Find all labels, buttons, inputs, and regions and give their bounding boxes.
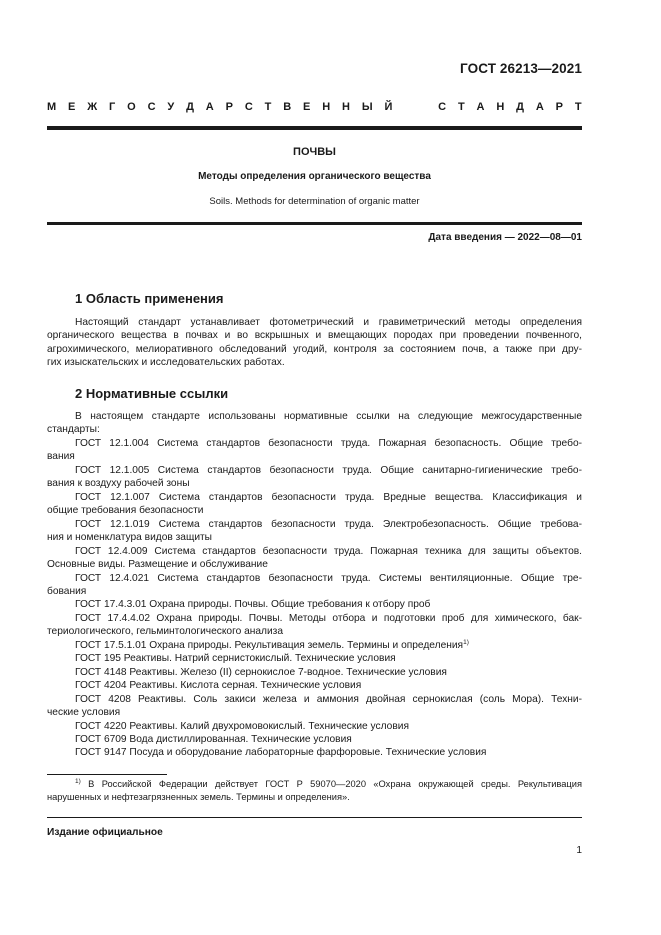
- banner-letter: Т: [264, 101, 272, 113]
- reference-item: [47, 720, 582, 733]
- reference-continuation: общие требования безопасности: [47, 505, 204, 517]
- paragraph-line: агрохимического, мелиоративного обследований угодий, контроля за состоянием почв, а также при дру-: [47, 343, 582, 355]
- banner-letter: Е: [303, 101, 311, 113]
- reference-text: ГОСТ 12.1.007 Система стандартов безопасности труда. Вредные вещества. Классификация и: [75, 491, 582, 503]
- reference-text: ГОСТ 12.4.009 Система стандартов безопасности труда. Пожарная техника для защиты объектов.: [75, 545, 582, 557]
- reference-item: [47, 572, 582, 599]
- footnote-marker: 1): [75, 778, 81, 785]
- reference-text: ГОСТ 12.1.004 Система стандартов безопасности труда. Пожарная безопасность. Общие требо-: [75, 438, 582, 449]
- top-thick-rule: [47, 126, 582, 130]
- reference-text: ГОСТ 6709 Вода дистиллированная. Технические условия: [75, 733, 352, 745]
- footnote-line-2: нарушенных и нефтезагрязненных земель. Термины и определения».: [47, 792, 350, 802]
- banner-letter: Н: [342, 101, 350, 113]
- reference-continuation: териологического, гельминтологического анализа: [47, 626, 284, 638]
- footnote: [47, 778, 582, 804]
- reference-continuation: ческие условия: [47, 707, 121, 719]
- introduction-date: Дата введения — 2022—08—01: [428, 232, 582, 243]
- banner-letter: Р: [225, 101, 233, 113]
- footnote-rule: [47, 774, 167, 775]
- paragraph-line: В настоящем стандарте использованы нормативные ссылки на следующие межгосударственные: [75, 411, 582, 422]
- reference-continuation: бования: [47, 585, 87, 597]
- banner-letter: Ж: [87, 101, 98, 113]
- normative-references-list: [47, 437, 582, 760]
- reference-text: ГОСТ 12.1.005 Система стандартов безопасности труда. Общие санитарно-гигиенические требо-: [75, 464, 582, 476]
- title-bottom-rule: [47, 222, 582, 225]
- paragraph-line: гих изыскательских и исследовательских работах.: [47, 357, 285, 369]
- banner-letter: Н: [496, 101, 505, 113]
- section-2-intro: [47, 410, 582, 437]
- reference-text: ГОСТ 12.1.019 Система стандартов безопасности труда. Электробезопасность. Общие требова-: [75, 518, 582, 530]
- banner-letter: С: [438, 101, 447, 113]
- banner-letter: Й: [384, 101, 393, 113]
- paragraph-line: стандарты:: [47, 424, 100, 436]
- banner-letter: Т: [574, 101, 582, 113]
- paragraph-line: органического вещества в почвах и во вскрышных и вмещающих породах при проведении почвенного,: [47, 330, 582, 342]
- title-english: Soils. Methods for determination of organic matter: [209, 196, 420, 207]
- reference-continuation: вания: [47, 451, 75, 463]
- reference-text: ГОСТ 4148 Реактивы. Железо (II) сернокислое 7-водное. Технические условия: [75, 666, 447, 678]
- reference-item: [47, 518, 582, 545]
- banner-letter: Е: [68, 101, 76, 113]
- banner-gap: [404, 101, 426, 113]
- reference-continuation: вания к воздуху рабочей зоны: [47, 478, 190, 490]
- reference-text: ГОСТ 4204 Реактивы. Кислота серная. Технические условия: [75, 680, 362, 692]
- reference-item: [47, 746, 582, 759]
- reference-item: [47, 693, 582, 720]
- reference-text: ГОСТ 9147 Посуда и оборудование лабораторные фарфоровые. Технические условия: [75, 747, 487, 759]
- reference-text: ГОСТ 12.4.021 Система стандартов безопасности труда. Системы вентиляционные. Общие тре-: [75, 572, 582, 584]
- reference-item: [47, 652, 582, 665]
- reference-item: [47, 545, 582, 572]
- reference-item: [47, 464, 582, 491]
- section-1-paragraph: [47, 316, 582, 370]
- paragraph-line: Настоящий стандарт устанавливает фотометрический и гравиметрический методы определения: [75, 317, 582, 328]
- banner-letter: В: [283, 101, 292, 113]
- reference-text: ГОСТ 17.5.1.01 Охрана природы. Рекультивация земель. Термины и определения: [75, 639, 464, 651]
- banner-letter: А: [476, 101, 485, 113]
- banner-letter: Д: [186, 101, 194, 113]
- banner-letter: Н: [322, 101, 331, 113]
- banner-letter: Т: [457, 101, 465, 113]
- banner-letter: О: [127, 101, 136, 113]
- banner-letter: А: [535, 101, 544, 113]
- footnote-ref-marker: 1): [463, 638, 469, 646]
- section-2-heading: 2 Нормативные ссылки: [75, 386, 229, 401]
- bottom-rule: [47, 817, 582, 818]
- reference-item: [47, 598, 582, 611]
- footnote-line-1: В Российской Федерации действует ГОСТ Р 59070—2020 «Охрана окружающей среды. Рекультивация: [88, 779, 582, 789]
- reference-text: ГОСТ 4220 Реактивы. Калий двухромовокислый. Технические условия: [75, 720, 409, 732]
- reference-text: ГОСТ 17.4.4.02 Охрана природы. Почвы. Методы отбора и подготовки проб для химического, бак-: [75, 612, 582, 624]
- reference-item: [47, 437, 582, 464]
- banner-letter: Ы: [361, 101, 373, 113]
- title-main: ПОЧВЫ: [293, 146, 336, 158]
- reference-text: ГОСТ 4208 Реактивы. Соль закиси железа и аммония двойная сернокислая (соль Мора). Техни-: [75, 693, 582, 705]
- banner-letter: Г: [109, 101, 116, 113]
- banner-letter: Д: [516, 101, 524, 113]
- banner-letter: С: [244, 101, 253, 113]
- reference-continuation: ния и номенклатура видов защиты: [47, 532, 213, 544]
- reference-item: [47, 639, 582, 652]
- reference-item: [47, 666, 582, 679]
- reference-item: [47, 612, 582, 639]
- reference-item: [47, 679, 582, 692]
- banner-letter: М: [47, 101, 57, 113]
- banner-letter: С: [147, 101, 156, 113]
- reference-continuation: Основные виды. Размещение и обслуживание: [47, 559, 268, 571]
- title-russian: Методы определения органического вещества: [198, 171, 431, 182]
- page-number: 1: [576, 845, 582, 856]
- section-1-heading: 1 Область применения: [75, 291, 224, 306]
- interstate-standard-banner: [47, 101, 582, 113]
- gost-number: ГОСТ 26213—2021: [460, 61, 582, 76]
- reference-text: ГОСТ 195 Реактивы. Натрий сернистокислый. Технические условия: [75, 653, 396, 665]
- banner-letter: У: [167, 101, 175, 113]
- reference-text: ГОСТ 17.4.3.01 Охрана природы. Почвы. Общие требования к отбору проб: [75, 599, 431, 611]
- reference-item: [47, 733, 582, 746]
- banner-letter: Р: [555, 101, 564, 113]
- official-edition-label: Издание официальное: [47, 827, 163, 838]
- banner-letter: А: [205, 101, 214, 113]
- reference-item: [47, 491, 582, 518]
